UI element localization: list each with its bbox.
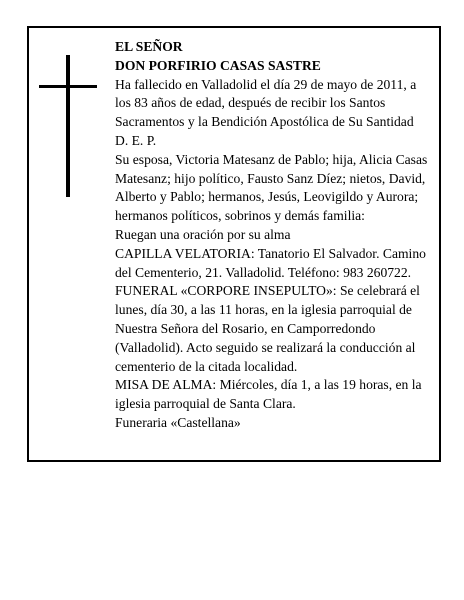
notice-title: EL SEÑOR [115,39,183,54]
family-list: Su esposa, Victoria Matesanz de Pablo; hija, Alicia Casas Matesanz; hijo político, Fausto Sanz Díez; nietos, David, Alberto y Pablo; hermanos, Jesús, Leovigildo y Aurora; hermanos políticos, sobrinos y demás familia: [115,151,428,224]
obituary-text [115,38,435,433]
prayer-request: Ruegan una oración por su alma [115,226,291,242]
wake-chapel-info: CAPILLA VELATORIA: Tanatorio El Salvador. Camino del Cementerio, 21. Valladolid. Teléfono: 983 260722. [115,245,426,280]
mass-info: MISA DE ALMA: Miércoles, día 1, a las 19 horas, en la iglesia parroquial de Santa Clara. [115,377,422,412]
funeral-home: Funeraria «Castellana» [115,414,241,430]
cross-icon-crossbar [39,85,97,88]
funeral-info: FUNERAL «CORPORE INSEPULTO»: Se celebrará el lunes, día 30, a las 11 horas, en la iglesia parroquial de Nuestra Señora del Rosario, en Camporredondo (Valladolid). Acto seguido se realizará la conducción al cementerio de la citada localidad. [115,283,420,374]
death-announcement: Ha fallecido en Valladolid el día 29 de mayo de 2011, a los 83 años de edad, después de recibir los Santos Sacramentos y la Bendición Apostólica de Su Santidad [115,76,417,130]
cross-icon [66,55,70,197]
deceased-name: DON PORFIRIO CASAS SASTRE [115,57,321,73]
rest-in-peace: D. E. P. [115,132,157,148]
